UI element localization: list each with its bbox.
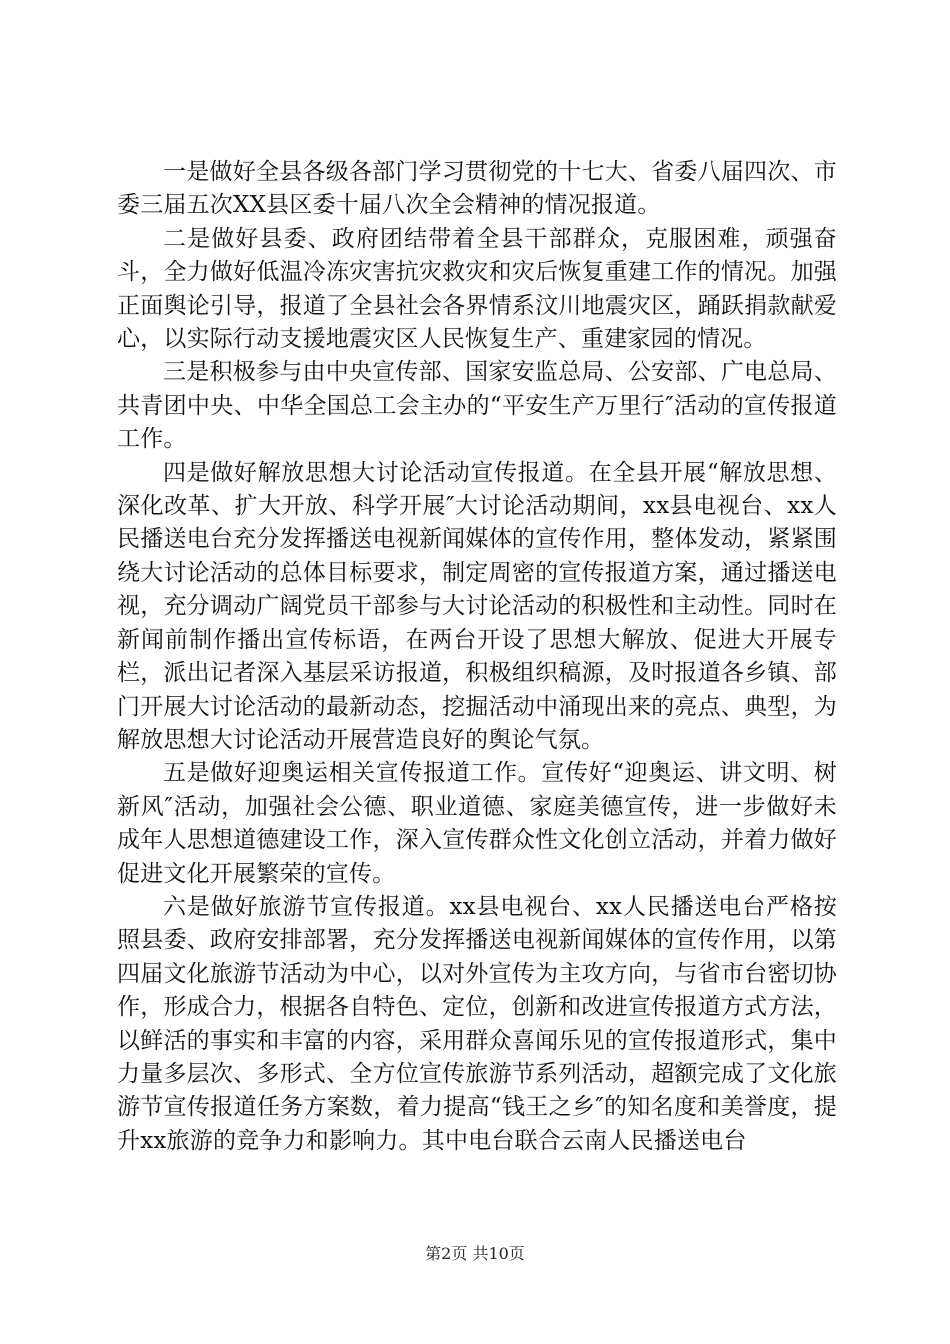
- document-body: [117, 156, 837, 1158]
- paragraph-1: 一是做好全县各级各部门学习贯彻党的十七大、省委八届四次、市委三届五次XX县区委十届八次全会精神的情况报道。: [117, 159, 837, 219]
- paragraph-2: 二是做好县委、政府团结带着全县干部群众，克服困难，顽强奋斗，全力做好低温冷冻灾害抗灾救灾和灾后恢复重建工作的情况。加强正面舆论引导，报道了全县社会各界情系汶川地震灾区，踊跃捐款献爱心，以实际行动支援地震灾区人民恢复生产、重建家园的情况。: [117, 225, 837, 353]
- page-footer: 第2页 共10页: [425, 1244, 525, 1263]
- paragraph-6: 六是做好旅游节宣传报道。xx县电视台、xx人民播送电台严格按照县委、政府安排部署，充分发挥播送电视新闻媒体的宣传作用，以第四届文化旅游节活动为中心，以对外宣传为主攻方向，与省市台密切协作，形成合力，根据各自特色、定位，创新和改进宣传报道方式方法，以鲜活的事实和丰富的内容，采用群众喜闻乐见的宣传报道形式，集中力量多层次、多形式、全方位宣传旅游节系列活动，超额完成了文化旅游节宣传报道任务方案数，着力提高“钱王之乡″的知名度和美誉度，提升xx旅游的竞争力和影响力。其中电台联合云南人民播送电台: [117, 893, 837, 1154]
- paragraph-4: 四是做好解放思想大讨论活动宣传报道。在全县开展“解放思想、深化改革、扩大开放、科学开展″大讨论活动期间，xx县电视台、xx人民播送电台充分发挥播送电视新闻媒体的宣传作用，整体发动，紧紧围绕大讨论活动的总体目标要求，制定周密的宣传报道方案，通过播送电视，充分调动广阔党员干部参与大讨论活动的积极性和主动性。同时在新闻前制作播出宣传标语，在两台开设了思想大解放、促进大开展专栏，派出记者深入基层采访报道，积极组织稿源，及时报道各乡镇、部门开展大讨论活动的最新动态，挖掘活动中涌现出来的亮点、典型，为解放思想大讨论活动开展营造良好的舆论气氛。: [117, 459, 837, 753]
- paragraph-5: 五是做好迎奥运相关宣传报道工作。宣传好“迎奥运、讲文明、树新风″活动，加强社会公德、职业道德、家庭美德宣传，进一步做好未成年人思想道德建设工作，深入宣传群众性文化创立活动，并着力做好促进文化开展繁荣的宣传。: [117, 760, 837, 887]
- paragraph-3: 三是积极参与由中央宣传部、国家安监总局、公安部、广电总局、共青团中央、中华全国总工会主办的“平安生产万里行″活动的宣传报道工作。: [117, 359, 837, 453]
